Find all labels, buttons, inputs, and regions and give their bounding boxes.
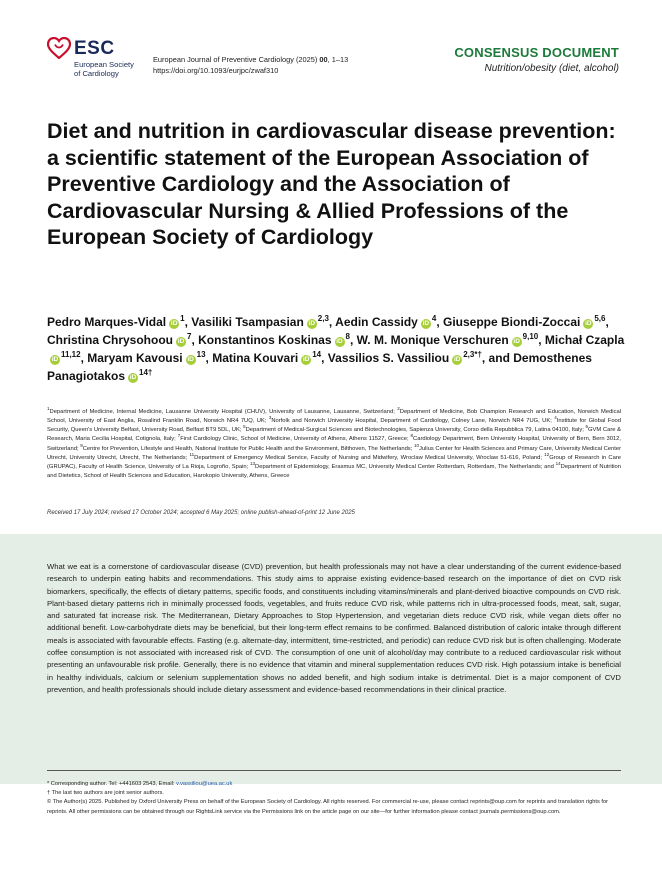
affiliation-number: 9 [80, 442, 83, 448]
affiliation-number: 11 [189, 451, 195, 457]
orcid-icon[interactable]: iD [422, 320, 430, 327]
author-affiliation-ref: 8 [345, 332, 350, 341]
author-name: Christina Chrysohoou [47, 333, 174, 347]
affiliation-number: 8 [410, 433, 414, 439]
author [443, 315, 609, 329]
author-name: Vasiliki Tsampasian [191, 315, 304, 329]
author [191, 315, 335, 329]
orcid-icon[interactable]: iD [308, 320, 316, 327]
orcid-icon[interactable]: iD [453, 356, 461, 363]
orcid-icon[interactable]: iD [513, 338, 520, 345]
affiliation-number: 1 [47, 406, 50, 411]
author-affiliation-ref: 14† [139, 368, 153, 377]
author-separator: , [328, 315, 336, 329]
affiliation-text: Department of Medicine, Bob Champion Research and Education, Norwich Medical School, University of East Anglia, Rosalind Franklin Road, Norwich NR4 7UQ, UK; [47, 409, 622, 425]
orcid-icon[interactable]: iD [585, 320, 592, 327]
affiliation-text: GVM Care & Research, Maria Cecilia Hospital, Cotignola, Italy; [47, 427, 622, 443]
author [198, 333, 356, 347]
affiliation-text: Cardiology Department, Bern University Hospital, University of Bern, Bern 3012, Switzerland; [47, 436, 621, 452]
author-separator: , [605, 315, 609, 329]
author [212, 351, 328, 365]
footnotes [47, 780, 621, 817]
email-link[interactable]: v.vassiliou@uea.ac.uk [176, 781, 233, 787]
author-separator: , [191, 333, 199, 347]
author-name: Konstantinos Koskinas [198, 333, 332, 347]
orcid-icon[interactable]: iD [302, 356, 310, 363]
affiliation-text: Group of Research in Care (GRUPAC), Faculty of Health Science, University of La Rioja, Logroño, Spain; [47, 454, 621, 470]
corresponding-author [47, 780, 621, 789]
affiliation-text: Department of Emergency Medical Service, Faculty of Nursing and Midwifery, Wroclaw Medical University, Wroclaw 51-616, Poland; [194, 454, 545, 461]
logo-line-1: European Society [74, 60, 134, 69]
joint-senior-note: † The last two authors are joint senior authors. [47, 790, 164, 797]
author-name: Demosthenes Panagiotakos [47, 351, 592, 383]
author [87, 351, 212, 365]
journal-pages: , 1–13 [327, 55, 349, 64]
journal-volume: 00 [319, 55, 328, 64]
orcid-icon[interactable]: iD [177, 338, 185, 345]
author-separator: , [184, 315, 192, 329]
author-name: Vassilios S. Vassiliou [327, 351, 450, 365]
author-affiliation-ref: 1 [180, 314, 185, 323]
author [47, 333, 198, 347]
author-name: Pedro Marques-Vidal [47, 315, 167, 329]
esc-logo[interactable] [47, 37, 157, 81]
author-name: Matina Kouvari [212, 351, 299, 365]
corresponding-prefix: * Corresponding author. Tel: +441603 2543, Email: [47, 781, 177, 787]
author-separator: , [205, 351, 213, 365]
author-separator: , [321, 351, 328, 365]
author-separator: , [538, 333, 545, 347]
affiliation-text: Norfolk and Norwich University Hospital, Department of Cardiology, Colney Lane, Norwich NR4 7UG, UK; [271, 418, 555, 425]
affiliation-number: 10 [413, 442, 419, 448]
affiliation-text: Department of Epidemiology, Erasmus MC, University Medical Center Rotterdam, Rotterdam, The Netherlands; and [255, 463, 556, 470]
affiliation-text: First Cardiology Clinic, School of Medicine, University of Athens, Athens 11527, Greece; [180, 436, 411, 443]
affiliation-text: Department of Nutrition and Dietetics, School of Health Sciences and Education, Harokopio University, Athens, Greece [47, 463, 621, 480]
article-title: Diet and nutrition in cardiovascular disease prevention: a scientific statement of the European Association of Preventive Cardiology and the Association of Cardiovascular Nursing & Allied Professions of the European Society of Cardiology [47, 119, 616, 249]
logo-abbrev: ESC [74, 38, 115, 59]
affiliation-number: 5 [243, 424, 246, 430]
author [335, 315, 443, 329]
author-separator: , [349, 333, 357, 347]
author-affiliation-ref: 14 [312, 350, 322, 359]
author-name: W. M. Monique Verschuren [356, 333, 509, 347]
author [328, 351, 513, 365]
logo-line-2: of Cardiology [74, 69, 119, 78]
copyright-notice: © The Author(s) 2025. Published by Oxford University Press on behalf of the European Society of Cardiology. All rights reserved. For commercial re-use, please contact reprints@oup.com for reprints and translation rights for reprints. All other permissions can be obtained through our RightsLink service via the Permissions link on the article page on our site—for further information please contact journals.permissions@oup.com. [47, 799, 609, 815]
author-list [47, 313, 627, 385]
author-affiliation-ref: 9,10 [522, 332, 539, 341]
affiliation-number: 2 [397, 406, 400, 411]
author-separator: , [436, 315, 443, 329]
author-name: Giuseppe Biondi-Zoccai [442, 315, 581, 329]
affiliation-text: Centre for Prevention, Lifestyle and Health, National Institute for Public Health and the Environment, Bilthoven, The Netherlands; [82, 445, 414, 452]
affiliations [47, 408, 621, 481]
author [357, 333, 545, 347]
journal-citation [153, 54, 348, 76]
author-affiliation-ref: 13 [196, 350, 206, 359]
orcid-icon[interactable]: iD [51, 356, 59, 363]
article-type: CONSENSUS DOCUMENT [454, 45, 619, 60]
footnote-divider [47, 770, 621, 771]
article-topic: Nutrition/obesity (diet, alcohol) [484, 63, 619, 74]
orcid-icon[interactable]: iD [187, 356, 194, 363]
author-name: Michał Czapla [544, 333, 625, 347]
heart-logo-icon [47, 37, 71, 59]
author-affiliation-ref: 4 [431, 314, 437, 323]
author-name: Maryam Kavousi [87, 351, 183, 365]
affiliation-text: Department of Medicine, Internal Medicine, Lausanne University Hospital (CHUV), University of Lausanne, Lausanne, Switzerland; [49, 409, 398, 415]
author-separator: , [80, 351, 88, 365]
orcid-icon[interactable]: iD [336, 338, 343, 345]
affiliation-number: 6 [585, 424, 589, 430]
affiliation-number: 4 [554, 415, 557, 421]
author-affiliation-ref: 7 [187, 332, 192, 341]
affiliation-text: Julius Center for Health Sciences and Primary Care, University Medical Center Utrecht, University Utrecht, Utrecht, The Netherlands; [47, 445, 621, 461]
author-affiliation-ref: 2,3*† [463, 350, 482, 359]
author-affiliation-ref: 2,3 [317, 314, 329, 323]
orcid-icon[interactable]: iD [129, 374, 137, 381]
journal-name: European Journal of Preventive Cardiology (2025) [153, 55, 320, 64]
author-name: Aedin Cassidy [335, 315, 418, 329]
affiliation-number: 3 [268, 415, 272, 421]
affiliation-number: 14 [555, 460, 561, 466]
author-affiliation-ref: 5,6 [594, 314, 606, 323]
author-affiliation-ref: 11,12 [61, 350, 81, 359]
affiliation-text: Institute for Global Food Security, Queen's University Belfast, University Road, Belfast BT9 5DL, UK; [47, 418, 621, 434]
affiliation-text: Department of Medical-Surgical Sciences and Biotechnologies, Sapienza University, Corso della Repubblica 79, Latina 04100, Italy; [245, 427, 586, 434]
doi-link[interactable]: https://doi.org/10.1093/eurjpc/zwaf310 [153, 66, 279, 75]
affiliation-number: 13 [250, 460, 256, 466]
affiliation-number: 7 [177, 433, 181, 439]
affiliation-number: 12 [544, 451, 550, 457]
abstract-text: What we eat is a cornerstone of cardiovascular disease (CVD) prevention, but health professionals may not have a clear understanding of the current evidence-based research to underpin eating habits and recommendations. This study aims to appraise existing evidence-based research on the importance of diet on CVD risk biomarkers, specifically, the effects of dietary patterns, specific foods, and constituents including vitamins/minerals and plant-derived bioactive compounds on CVD risk. Plant-based dietary patterns rich in minimally processed foods, vegetables, and fruits reduce CVD risk, while patterns rich in ultra-processed foods, meat, salt, sugar, and saturated fat increase risk. The Mediterranean, Dietary Approaches to Stop Hypertension, and vegetarian diets reduce CVD risk, while vegan diets offer no additional benefit. Low-carbohydrate diets may be beneficial, but their long-term effect remains to be confirmed. Balanced distribution of caloric intake through different meals is associated with favourable effects. Fasting (e.g. alternate-day, intermittent, time-restricted, and periodic) can reduce CVD risk but is often challenging. Moderate coffee consumption is not associated with increased risk of CVD. The consumption of one unit of alcohol/day may contribute to a reduced cardiovascular risk without presenting an unfavourable risk profile. Generally, there is no evidence that vitamin and mineral supplementation reduces CVD risk. High potassium intake is beneficial in healthy individuals, calcium or selenium supplementation shows no added benefit, and high sodium intake is detrimental. Diet is a major component of CVD prevention, and health professionals should include dietary assessment and evidence-based recommendations in their clinical practice. [47, 562, 621, 694]
author [47, 315, 191, 329]
author-separator: , and [481, 351, 514, 365]
received-dates: Received 17 July 2024; revised 17 October 2024; accepted 6 May 2025; online publish-ahead-of-print 12 June 2025 [47, 510, 355, 516]
orcid-icon[interactable]: iD [170, 320, 178, 327]
